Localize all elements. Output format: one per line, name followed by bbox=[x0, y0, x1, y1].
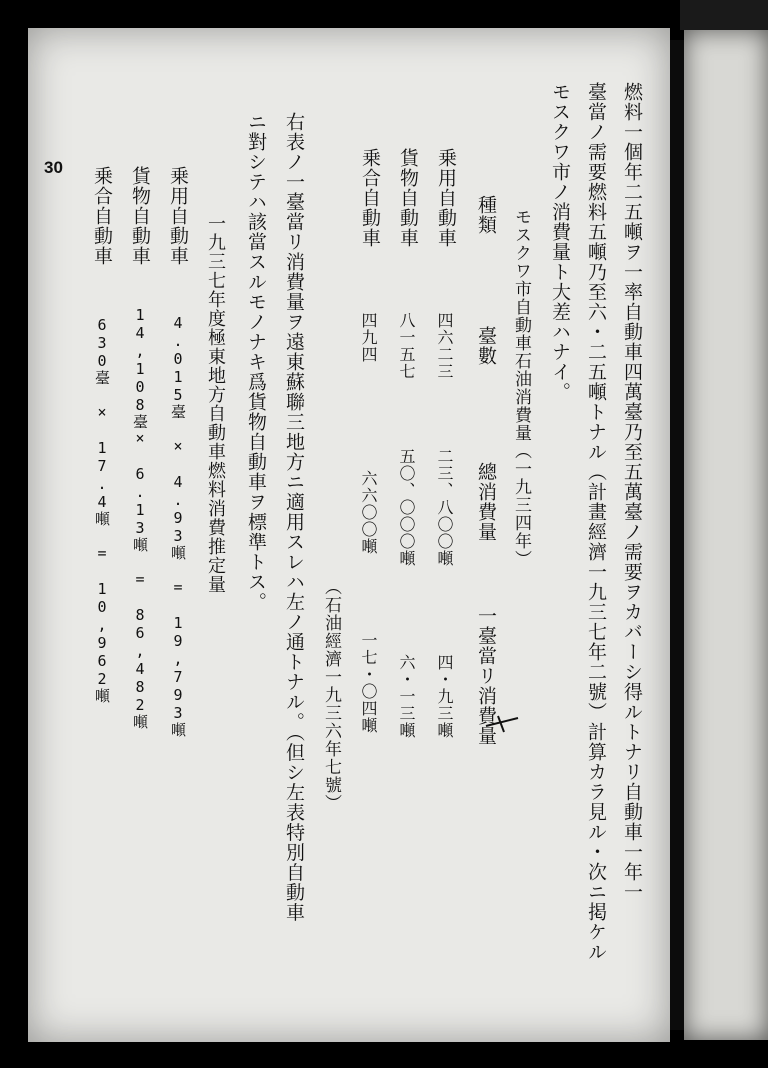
table-2-row-2-calc: 14,108臺× 6.13噸 = 86,482噸 bbox=[131, 306, 149, 729]
table-2-row-1-calc: 4.015臺 × 4.93噸 = 19,793噸 bbox=[169, 314, 187, 737]
table-1-row-2-total: 五〇、〇〇〇噸 bbox=[397, 448, 416, 567]
table-1-title: モスクワ市自動車石油消費量（一九三四年） bbox=[511, 208, 531, 568]
page-number: 30 bbox=[44, 158, 63, 177]
table-1-row-1-count: 四六二三 bbox=[435, 312, 454, 380]
table-1-row-2-count: 八一五七 bbox=[397, 312, 416, 380]
top-edge-shadow bbox=[680, 0, 768, 30]
table-2-title: 一九三七年度極東地方自動車燃料消費推定量 bbox=[205, 214, 226, 594]
table-1-header-type: 種類 bbox=[475, 195, 497, 235]
paragraph-1-line-1: 燃料一個年二五噸ヲ一率自動車四萬臺乃至五萬臺ノ需要ヲカバーシ得ルトナリ自動車一年一 bbox=[621, 82, 643, 902]
paragraph-2-line-1: 右表ノ一臺當リ消費量ヲ遠東蘇聯三地方ニ適用スレハ左ノ通トナル。（但シ左表特別自動車 bbox=[283, 112, 305, 923]
handwritten-check-mark bbox=[484, 712, 520, 734]
table-1-header-per: 一臺當リ消費量 bbox=[475, 606, 497, 746]
table-1-row-1-type: 乗用自動車 bbox=[435, 148, 457, 248]
table-1-header-total: 總消費量 bbox=[475, 462, 497, 542]
table-1-row-3-type: 乗合自動車 bbox=[359, 148, 381, 248]
table-1-row-3-count: 四九四 bbox=[359, 312, 378, 363]
paragraph-1-line-2: 臺當ノ需要燃料五噸乃至六・二五噸トナル（計畫經濟一九三七年二號）計算カラ見ル・次ニ掲ケル bbox=[585, 82, 607, 962]
table-1-row-1-per: 四・九三噸 bbox=[435, 654, 454, 739]
document-page bbox=[28, 28, 670, 1042]
table-1-row-2-per: 六・一三噸 bbox=[397, 654, 416, 739]
table-2-row-3-calc: 630臺 × 17.4噸 = 10,962噸 bbox=[93, 316, 111, 703]
table-1-source: （石油經濟一九三六年七號） bbox=[321, 578, 341, 812]
table-2-row-1-label: 乗用自動車 bbox=[167, 166, 189, 266]
paragraph-1-line-3: モスクワ市ノ消費量ト大差ハナイ。 bbox=[549, 82, 571, 402]
table-1-row-2-type: 貨物自動車 bbox=[397, 148, 419, 248]
table-1-row-3-total: 六六〇〇噸 bbox=[359, 470, 378, 555]
paragraph-2-line-2: ニ對シテハ該當スルモノナキ爲貨物自動車ヲ標準トス。 bbox=[245, 112, 267, 612]
table-1-header-count: 臺數 bbox=[475, 326, 497, 366]
facing-page-edge bbox=[684, 30, 768, 1040]
table-2-row-2-label: 貨物自動車 bbox=[129, 166, 151, 266]
table-2-row-3-label: 乗合自動車 bbox=[91, 166, 113, 266]
book-spine bbox=[670, 40, 684, 1030]
table-1-row-1-total: 二三、八〇〇噸 bbox=[435, 448, 454, 567]
table-1-row-3-per: 一七・〇四噸 bbox=[359, 632, 378, 734]
